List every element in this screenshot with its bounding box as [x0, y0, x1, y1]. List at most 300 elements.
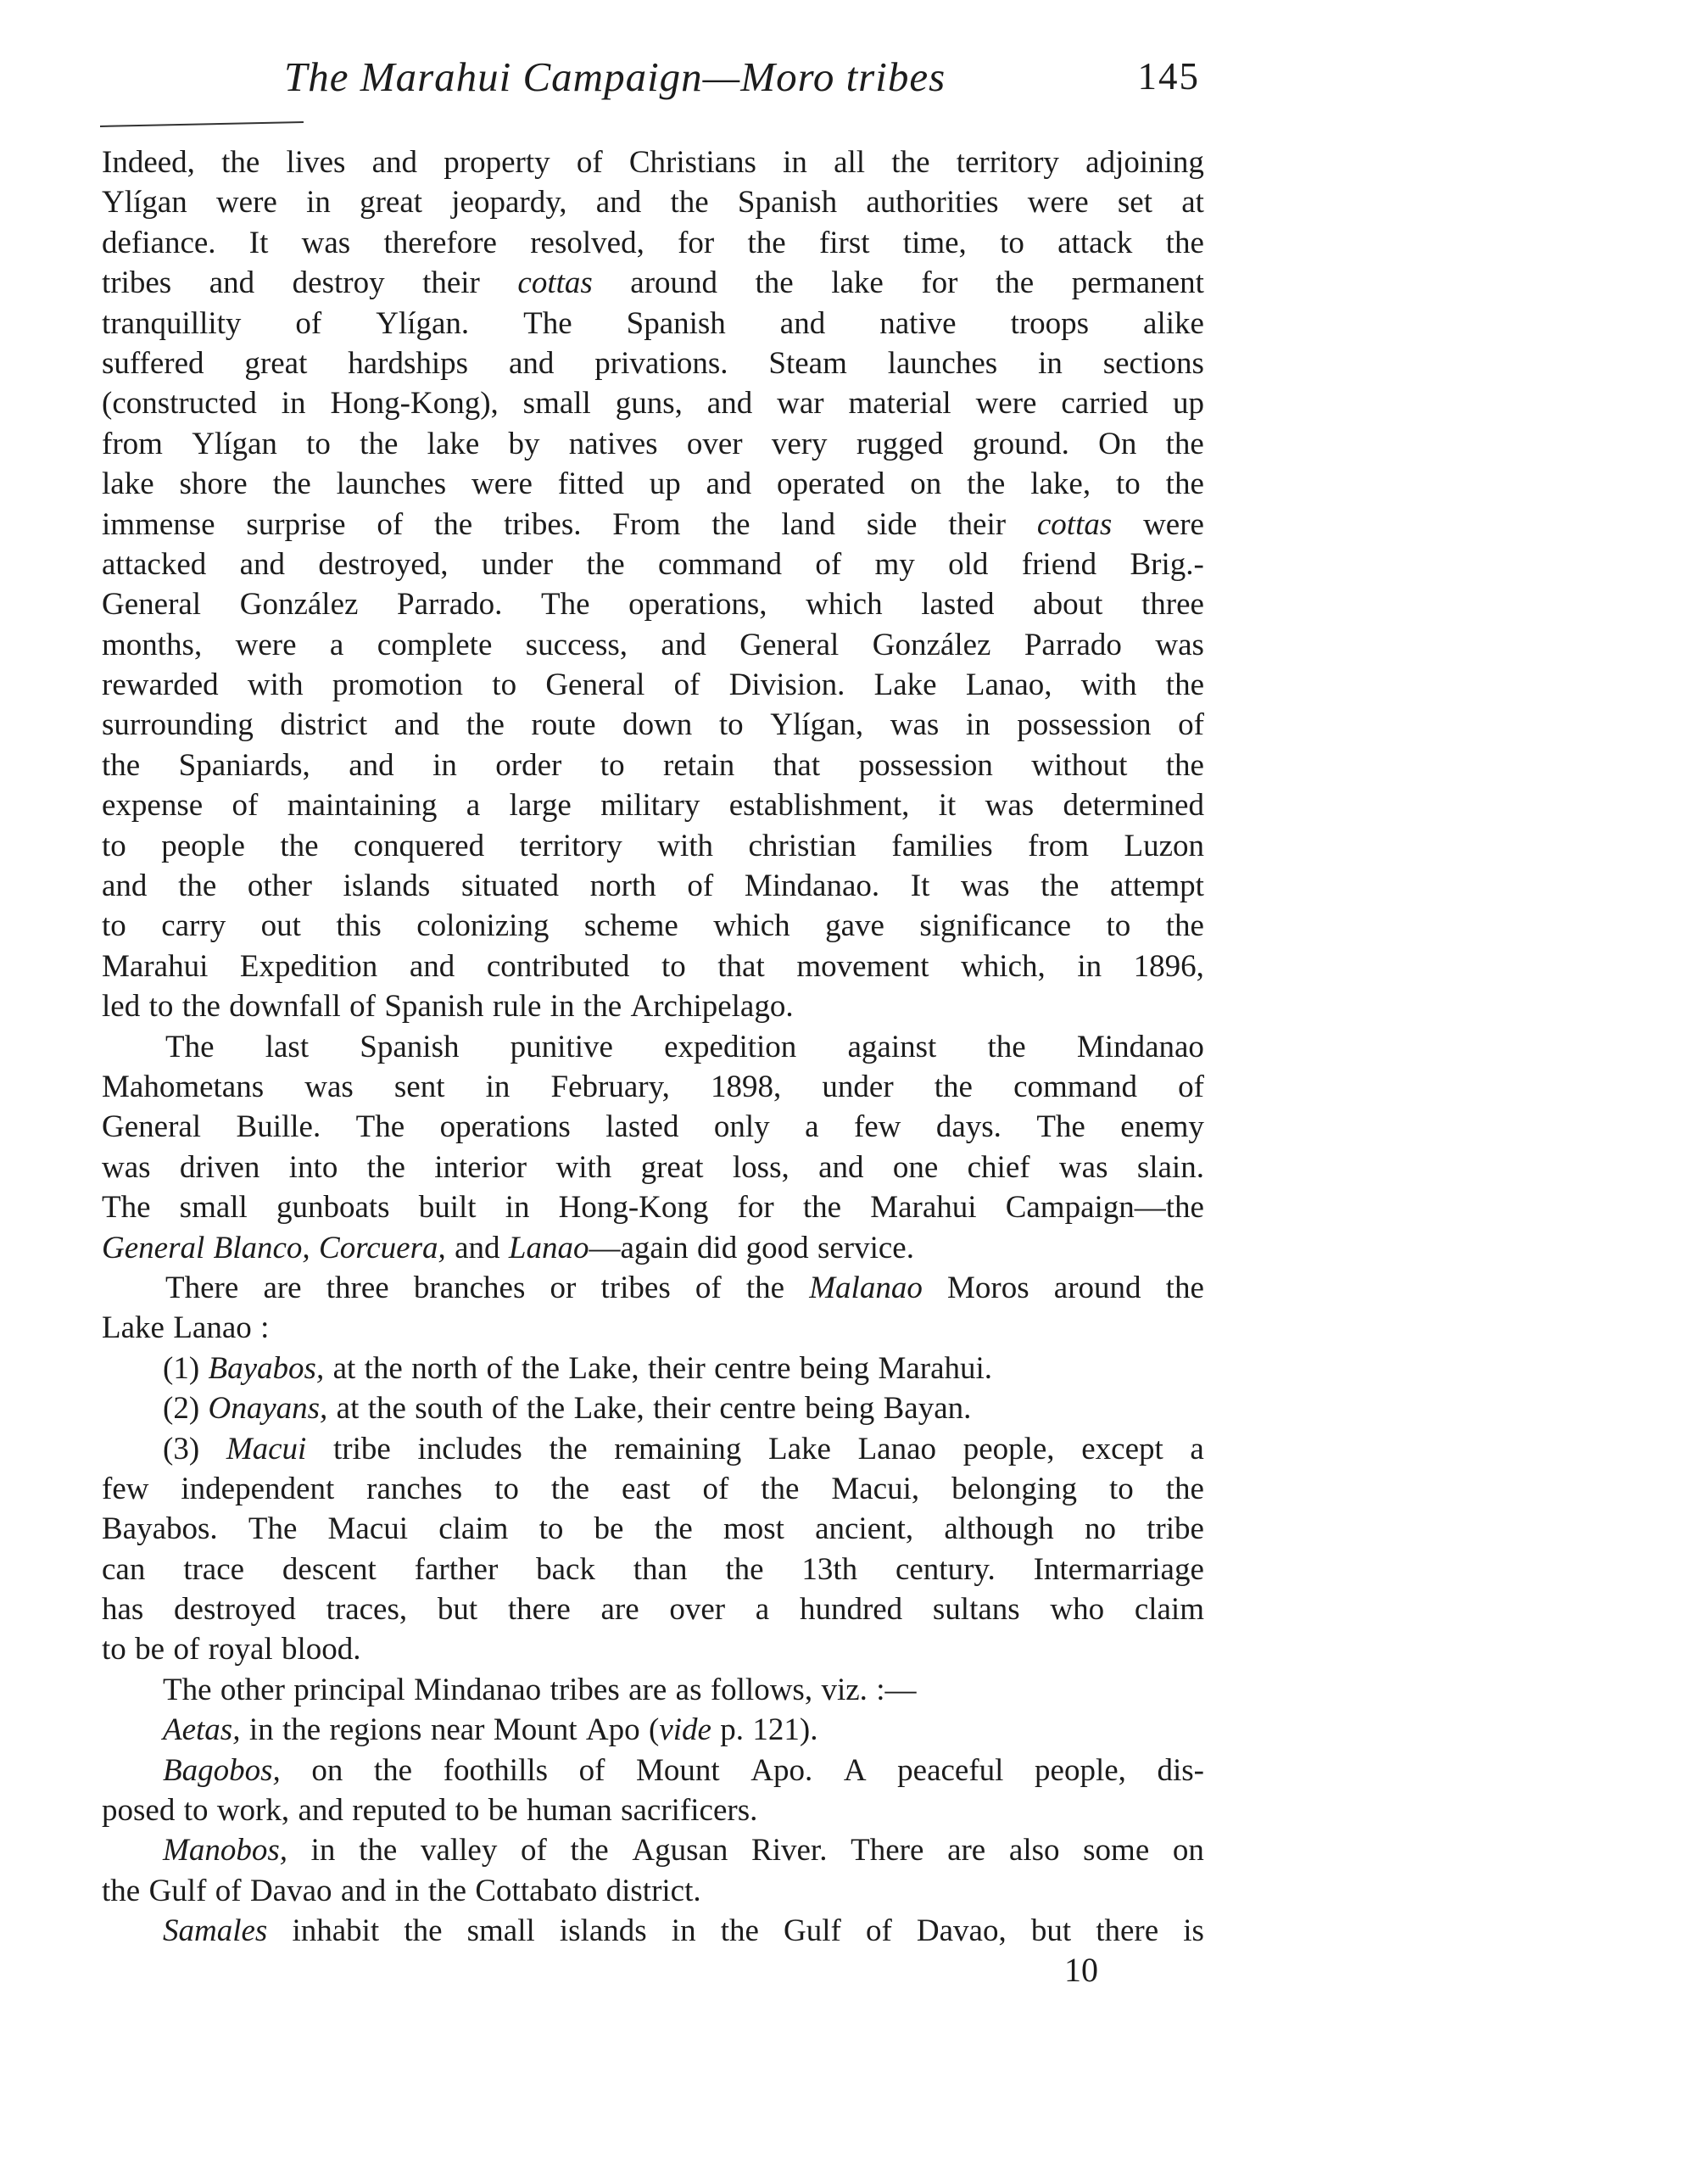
word: and	[508, 345, 555, 381]
word: claim	[1134, 1592, 1204, 1628]
word: south	[415, 1391, 483, 1427]
word: war	[777, 386, 824, 422]
word: were	[1027, 185, 1089, 221]
word: Apo	[585, 1712, 640, 1748]
word: by	[508, 426, 540, 461]
word: ancient,	[815, 1511, 914, 1547]
word: which	[806, 587, 883, 623]
word: near	[430, 1712, 485, 1748]
word: small	[522, 386, 591, 422]
word: the	[711, 506, 750, 542]
word: follows,	[710, 1672, 813, 1707]
word: traces,	[326, 1592, 408, 1628]
word: material	[848, 386, 951, 422]
word: lake	[427, 426, 480, 461]
word: punitive	[510, 1029, 613, 1064]
word: the	[802, 1190, 842, 1226]
text-line	[102, 1790, 1204, 1830]
word: regions	[329, 1712, 422, 1748]
word: to	[661, 948, 686, 984]
word: were	[1143, 506, 1204, 542]
text-line	[102, 665, 1204, 705]
word: Hong-Kong	[558, 1190, 709, 1226]
word: all	[834, 145, 866, 180]
word: operations	[439, 1109, 571, 1145]
word: operated	[776, 466, 885, 502]
word: and	[393, 707, 440, 743]
text-line	[102, 182, 1204, 222]
word: the	[996, 265, 1035, 301]
word: Expedition	[239, 948, 378, 984]
word: which	[713, 908, 790, 944]
word: sent	[393, 1069, 445, 1104]
word: The	[541, 587, 590, 623]
word: lake	[102, 466, 154, 502]
word: rule	[492, 989, 542, 1025]
word: (1)	[163, 1350, 200, 1386]
word: colonizing	[416, 908, 550, 944]
word: and	[298, 1793, 343, 1829]
word: fitted	[557, 466, 624, 502]
word: the	[366, 1149, 405, 1185]
word: tribe	[333, 1431, 391, 1466]
word: without	[1031, 747, 1128, 783]
word: sacrificers.	[621, 1793, 758, 1829]
word: to	[600, 747, 625, 783]
running-header	[106, 53, 1200, 112]
word: the	[755, 265, 794, 301]
word: a	[1190, 1431, 1204, 1466]
word: into	[288, 1149, 338, 1185]
word: Macui	[327, 1511, 409, 1547]
word: the	[1165, 1270, 1204, 1305]
word: to	[1000, 225, 1024, 260]
word: Ylígan.	[376, 305, 470, 341]
word: of	[695, 1270, 722, 1305]
word: Macui,	[831, 1471, 920, 1506]
word: command	[1013, 1069, 1137, 1104]
word: Lake,	[573, 1391, 644, 1427]
text-line	[102, 304, 1204, 344]
word: in	[1077, 948, 1102, 984]
word: the	[747, 225, 786, 260]
word: district.	[605, 1873, 701, 1908]
text-line	[102, 344, 1204, 383]
word: in	[783, 145, 807, 180]
word: in	[248, 1712, 274, 1748]
word: (constructed	[102, 386, 257, 422]
word: district	[280, 707, 368, 743]
word: ranches	[366, 1471, 463, 1506]
word: only	[713, 1109, 770, 1145]
word: River.	[751, 1833, 828, 1868]
word: tribes	[102, 265, 172, 301]
word: establishment,	[728, 788, 910, 824]
word: gave	[825, 908, 884, 944]
word: in	[671, 1913, 696, 1949]
word: with	[247, 667, 304, 703]
word: possession	[858, 747, 993, 783]
word: downfall	[229, 989, 341, 1025]
word: side	[866, 506, 918, 542]
word: interior	[434, 1149, 527, 1185]
word: islands	[343, 869, 431, 904]
text-line	[102, 1589, 1204, 1629]
word: very	[771, 426, 828, 461]
word: be	[135, 1632, 165, 1667]
word: retain	[663, 747, 735, 783]
word: command	[658, 546, 782, 582]
word: be	[488, 1793, 518, 1829]
word: the	[1165, 466, 1204, 502]
word: the	[466, 707, 505, 743]
word: christian	[748, 828, 856, 863]
word: Moros	[946, 1270, 1029, 1305]
text-line	[102, 1148, 1204, 1187]
text-line	[102, 1550, 1204, 1589]
word: order	[495, 747, 562, 783]
word: Ylígan	[192, 426, 277, 461]
word: Bagobos,	[163, 1752, 281, 1788]
word: gunboats	[276, 1190, 390, 1226]
word: claim	[438, 1511, 509, 1547]
word: centre	[714, 1350, 791, 1386]
word: and	[779, 305, 826, 341]
text-line	[102, 584, 1204, 624]
word: adjoining	[1085, 145, 1204, 180]
word: in	[306, 185, 331, 221]
word: chief	[967, 1149, 1030, 1185]
word: but	[1030, 1913, 1072, 1949]
word: the	[583, 989, 622, 1025]
word: It	[248, 225, 269, 260]
word: Parrado.	[397, 587, 503, 623]
word: Buille.	[236, 1109, 321, 1145]
word: peaceful	[897, 1752, 1004, 1788]
word: route	[531, 707, 596, 743]
word: the	[550, 1471, 590, 1506]
word: of	[576, 145, 603, 180]
word: and	[340, 1873, 387, 1908]
word: great	[244, 345, 308, 381]
word: were	[235, 627, 297, 662]
word: 13th	[801, 1551, 858, 1587]
text-line	[102, 1469, 1204, 1509]
word: the	[272, 466, 311, 502]
word: their	[653, 1391, 711, 1427]
word: were	[215, 185, 277, 221]
word: success,	[525, 627, 628, 662]
word: to	[183, 1793, 209, 1829]
word: includes	[417, 1431, 522, 1466]
word: tribes.	[504, 506, 582, 542]
word: ground.	[972, 426, 1069, 461]
word: of	[1178, 1069, 1204, 1104]
word: determined	[1063, 788, 1204, 824]
word: to	[538, 1511, 564, 1547]
word: was	[1155, 627, 1204, 662]
word: is	[1183, 1913, 1204, 1949]
word: first	[818, 225, 870, 260]
word: Lanao,	[965, 667, 1052, 703]
word: of	[232, 788, 259, 824]
word: of	[295, 305, 322, 341]
word: suffered	[102, 345, 204, 381]
word: There	[165, 1270, 239, 1305]
word: of	[521, 1833, 547, 1868]
word: The	[102, 1190, 151, 1226]
list-item	[102, 1429, 1204, 1469]
word: destroyed	[174, 1592, 296, 1628]
word: are	[628, 1672, 667, 1707]
word: guns,	[615, 386, 683, 422]
text-line	[102, 142, 1204, 182]
word: people,	[962, 1431, 1055, 1466]
list-item	[102, 1349, 1204, 1388]
word: has	[102, 1592, 144, 1628]
word: are	[600, 1592, 639, 1628]
word: farther	[414, 1551, 499, 1587]
word: and	[209, 265, 255, 301]
word: the	[1165, 667, 1204, 703]
word: sections	[1102, 345, 1204, 381]
word: General	[102, 587, 202, 623]
word: maintaining	[287, 788, 438, 824]
word: A	[843, 1752, 867, 1788]
word: Spaniards,	[178, 747, 310, 783]
text-line	[102, 746, 1204, 785]
word: General	[102, 1109, 202, 1145]
word: alike	[1143, 305, 1204, 341]
text-line	[102, 263, 1204, 303]
word: was	[961, 869, 1010, 904]
word: operations,	[628, 587, 767, 623]
word: carried	[1061, 386, 1149, 422]
word: but	[437, 1592, 478, 1628]
word: the	[280, 828, 319, 863]
word: built	[418, 1190, 477, 1226]
word: the	[586, 546, 625, 582]
word: in	[550, 989, 575, 1025]
word: on	[910, 466, 942, 502]
word: of	[215, 1873, 242, 1908]
word: their	[422, 265, 480, 301]
word: lake,	[1030, 466, 1091, 502]
word: dis-	[1157, 1752, 1204, 1788]
word: no	[1084, 1511, 1116, 1547]
word: the	[549, 1431, 588, 1466]
word: few	[102, 1471, 149, 1506]
body-text	[102, 142, 1204, 1952]
word: who	[1050, 1592, 1105, 1628]
word: enemy	[1120, 1109, 1204, 1145]
word: Christians	[628, 145, 756, 180]
word: back	[536, 1551, 595, 1587]
word: sultans	[932, 1592, 1020, 1628]
word: some	[1083, 1833, 1150, 1868]
word: the	[221, 145, 260, 180]
word: Blanco,	[213, 1230, 310, 1265]
word: The	[165, 1029, 215, 1064]
word: property	[444, 145, 550, 180]
word: in	[965, 707, 990, 743]
word: great	[640, 1149, 704, 1185]
word: Luzon	[1124, 828, 1204, 863]
word: lake	[831, 265, 884, 301]
word: being	[805, 1391, 875, 1427]
word: therefore	[383, 225, 497, 260]
word: Gulf	[784, 1913, 841, 1949]
word: Lanao—again	[508, 1230, 689, 1265]
word: scheme	[583, 908, 678, 944]
word: expense	[102, 788, 204, 824]
word: remaining	[614, 1431, 742, 1466]
word: or	[550, 1270, 577, 1305]
text-line	[102, 826, 1204, 866]
word: to	[494, 1471, 519, 1506]
word: surrounding	[102, 707, 254, 743]
word: Onayans,	[208, 1391, 328, 1427]
word: :	[260, 1310, 270, 1346]
word: the	[654, 1511, 693, 1547]
word: of	[702, 1471, 729, 1506]
tribe-entry	[102, 1830, 1204, 1870]
word: expedition	[664, 1029, 797, 1064]
word: Spanish	[384, 989, 484, 1025]
text-line	[102, 947, 1204, 986]
text-line	[102, 1308, 1204, 1348]
word: the	[367, 1391, 406, 1427]
word: to	[1116, 466, 1141, 502]
word: defiance.	[102, 225, 216, 260]
word: González	[872, 627, 991, 662]
word: rugged	[856, 426, 944, 461]
word: was	[890, 707, 940, 743]
word: Spanish	[360, 1029, 460, 1064]
word: over	[686, 426, 743, 461]
word: lasted	[605, 1109, 679, 1145]
word: north	[589, 869, 656, 904]
word: around	[630, 265, 718, 301]
tribe-entry	[102, 1751, 1204, 1790]
word: tribes	[550, 1672, 620, 1707]
word: conquered	[354, 828, 485, 863]
word: and	[349, 747, 394, 783]
word: the	[891, 145, 930, 180]
word: there	[1096, 1913, 1159, 1949]
word: at	[1181, 185, 1204, 221]
word: jeopardy,	[451, 185, 567, 221]
word: Bayan.	[883, 1391, 972, 1427]
word: General	[102, 1230, 205, 1265]
word: driven	[179, 1149, 260, 1185]
word: a	[755, 1592, 770, 1628]
word: the	[181, 989, 220, 1025]
word: Marahui	[102, 948, 209, 984]
word: was	[301, 225, 351, 260]
word: rewarded	[102, 667, 219, 703]
word: in	[485, 1069, 511, 1104]
text-line	[102, 464, 1204, 504]
word: against	[847, 1029, 937, 1064]
word: and	[706, 386, 753, 422]
word: Ylígan	[102, 185, 187, 221]
word: the	[987, 1029, 1026, 1064]
word: that	[773, 747, 821, 783]
word: tranquillity	[102, 305, 242, 341]
word: small	[179, 1190, 248, 1226]
word: territory	[519, 828, 622, 863]
word: Aetas,	[163, 1712, 241, 1748]
word: trace	[183, 1551, 245, 1587]
word: blood.	[282, 1632, 361, 1667]
word: principal	[293, 1672, 405, 1707]
word: and	[409, 948, 455, 984]
word: and	[595, 185, 642, 221]
word: to	[102, 828, 126, 863]
word: inhabit	[292, 1913, 380, 1949]
word: the	[1165, 908, 1204, 944]
word: and	[455, 1230, 500, 1265]
signature-folio: 10	[1064, 1951, 1098, 1989]
header-rule	[100, 121, 304, 127]
word: the	[359, 1833, 398, 1868]
word: the	[434, 506, 473, 542]
word: Spanish	[626, 305, 726, 341]
word: Mindanao	[414, 1672, 542, 1707]
word: people,	[1035, 1752, 1126, 1788]
text-line	[102, 545, 1204, 584]
word: Intermarriage	[1033, 1551, 1204, 1587]
word: families	[891, 828, 993, 863]
word: set	[1117, 185, 1152, 221]
word: a	[805, 1109, 819, 1145]
text-line	[102, 1228, 1204, 1268]
word: three	[326, 1270, 389, 1305]
text-line	[102, 223, 1204, 263]
word: of	[815, 546, 842, 582]
word: to	[102, 908, 126, 944]
word: of	[491, 1391, 518, 1427]
word: and	[371, 145, 418, 180]
word: that	[717, 948, 765, 984]
word: reputed	[352, 1793, 447, 1829]
word: surprise	[246, 506, 346, 542]
word: century.	[895, 1551, 996, 1587]
word: slain.	[1136, 1149, 1204, 1185]
word: launches	[336, 466, 447, 502]
word: Hong-Kong),	[330, 386, 499, 422]
word: General	[545, 667, 645, 703]
word: shore	[179, 466, 248, 502]
word: movement	[796, 948, 929, 984]
word: lasted	[921, 587, 995, 623]
word: out	[260, 908, 301, 944]
word: permanent	[1071, 265, 1204, 301]
word: the	[360, 426, 399, 461]
word: old	[948, 546, 989, 582]
word: down	[622, 707, 693, 743]
word: branches	[413, 1270, 526, 1305]
word: from	[102, 426, 163, 461]
word: from	[1028, 828, 1089, 863]
list-item	[102, 1388, 1204, 1428]
word: for	[737, 1190, 774, 1226]
word: destroyed,	[318, 546, 449, 582]
word: There	[851, 1833, 924, 1868]
word: Lake	[767, 1431, 831, 1466]
word: human	[527, 1793, 612, 1829]
